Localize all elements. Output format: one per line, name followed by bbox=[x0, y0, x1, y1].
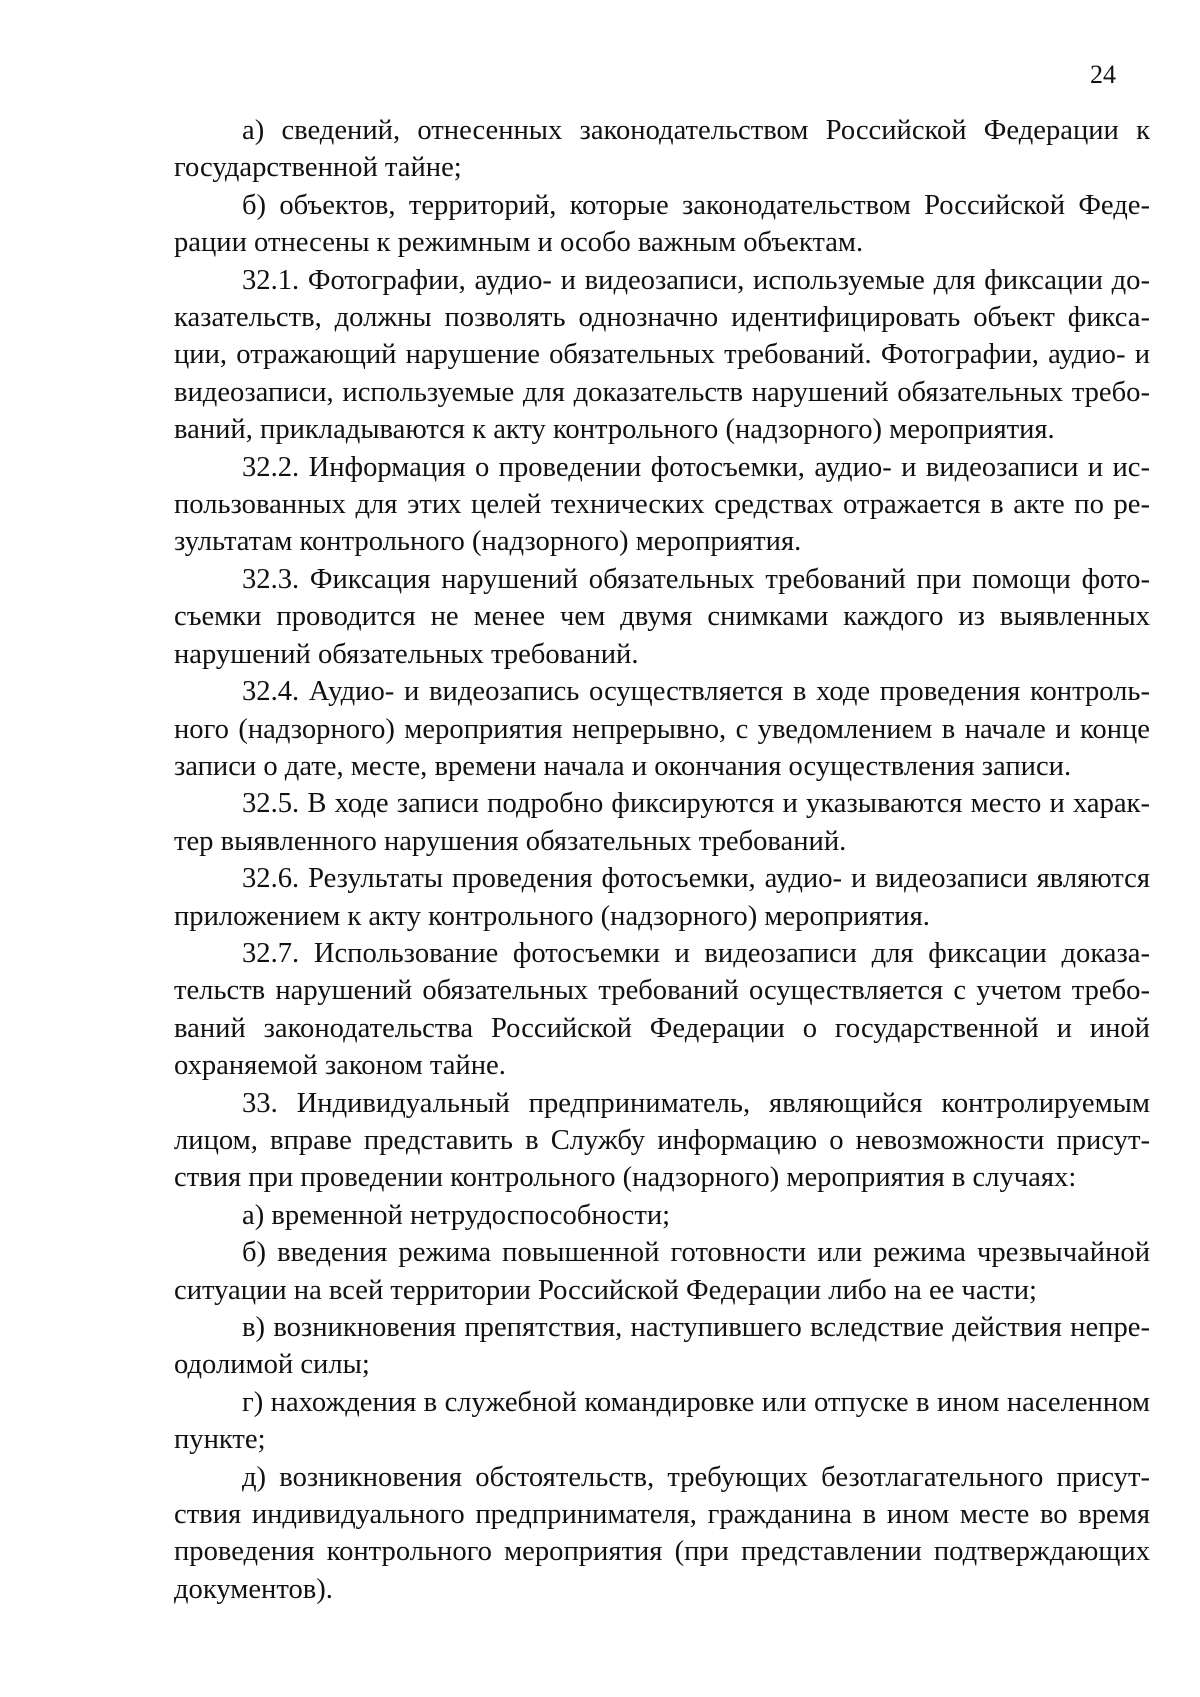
page-number: 24 bbox=[1090, 60, 1116, 89]
paragraph-33-d: д) возникновения обстоятельств, требующих безотлагательного присутствия индивидуального предпринимателя, гражданина в ином месте во время проведения контрольного мероприятия (при представлении подтверждающих документов). bbox=[174, 1461, 1150, 1605]
paragraph-32-5: 32.5. В ходе записи подробно фиксируются и указываются место и характер выявленного нарушения обязательных требований. bbox=[174, 788, 1150, 857]
paragraph-32-1: 32.1. Фотографии, аудио- и видеозаписи, используемые для фиксации доказательств, должны позволять однозначно идентифицировать объект фиксации, отражающий нарушение обязательных требований. Фотографии, аудио- и видеозаписи, используемые для доказательств нарушений обязательных требований, прикладываются к акту контрольного (надзорного) мероприятия. bbox=[174, 264, 1150, 446]
paragraph-32-2: 32.2. Информация о проведении фотосъемки, аудио- и видеозаписи и использованных для этих целей технических средствах отражается в акте по результатам контрольного (надзорного) мероприятия. bbox=[174, 451, 1150, 558]
paragraph-33-b: б) введения режима повышенной готовности или режима чрезвычайной ситуации на всей территории Российской Федерации либо на ее части; bbox=[174, 1237, 1150, 1306]
document-body bbox=[174, 112, 1150, 1608]
paragraph-b-restricted-objects: б) объектов, территорий, которые законодательством Российской Федерации отнесены к режимным и особо важным объектам. bbox=[174, 189, 1150, 259]
paragraph-a-state-secret: а) сведений, отнесенных законодательством Российской Федерации к государственной тайне; bbox=[174, 115, 1150, 184]
paragraph-32-6: 32.6. Результаты проведения фотосъемки, аудио- и видеозаписи являются приложением к акту контрольного (надзорного) мероприятия. bbox=[174, 863, 1150, 932]
paragraph-32-3: 32.3. Фиксация нарушений обязательных требований при помощи фотосъемки проводится не менее чем двумя снимками каждого из выявленных нарушений обязательных требований. bbox=[174, 563, 1150, 670]
paragraph-33-v: в) возникновения препятствия, наступившего вследствие действия непреодолимой силы; bbox=[174, 1312, 1150, 1381]
paragraph-33-g: г) нахождения в служебной командировке или отпуске в ином населенном пункте; bbox=[174, 1386, 1150, 1456]
paragraph-32-4: 32.4. Аудио- и видеозапись осуществляется в ходе проведения контрольного (надзорного) мероприятия непрерывно, с уведомлением в начале и конце записи о дате, месте, времени начала и окончания осуществления записи. bbox=[174, 676, 1150, 782]
paragraph-33-a: а) временной нетрудоспособности; bbox=[242, 1199, 671, 1231]
paragraph-32-7: 32.7. Использование фотосъемки и видеозаписи для фиксации доказательств нарушений обязательных требований осуществляется с учетом требований законодательства Российской Федерации о государственной и иной охраняемой законом тайне. bbox=[174, 937, 1150, 1082]
paragraph-33: 33. Индивидуальный предприниматель, являющийся контролируемым лицом, вправе представить в Службу информацию о невозможности присутствия при проведении контрольного (надзорного) мероприятия в случаях: bbox=[174, 1087, 1150, 1194]
